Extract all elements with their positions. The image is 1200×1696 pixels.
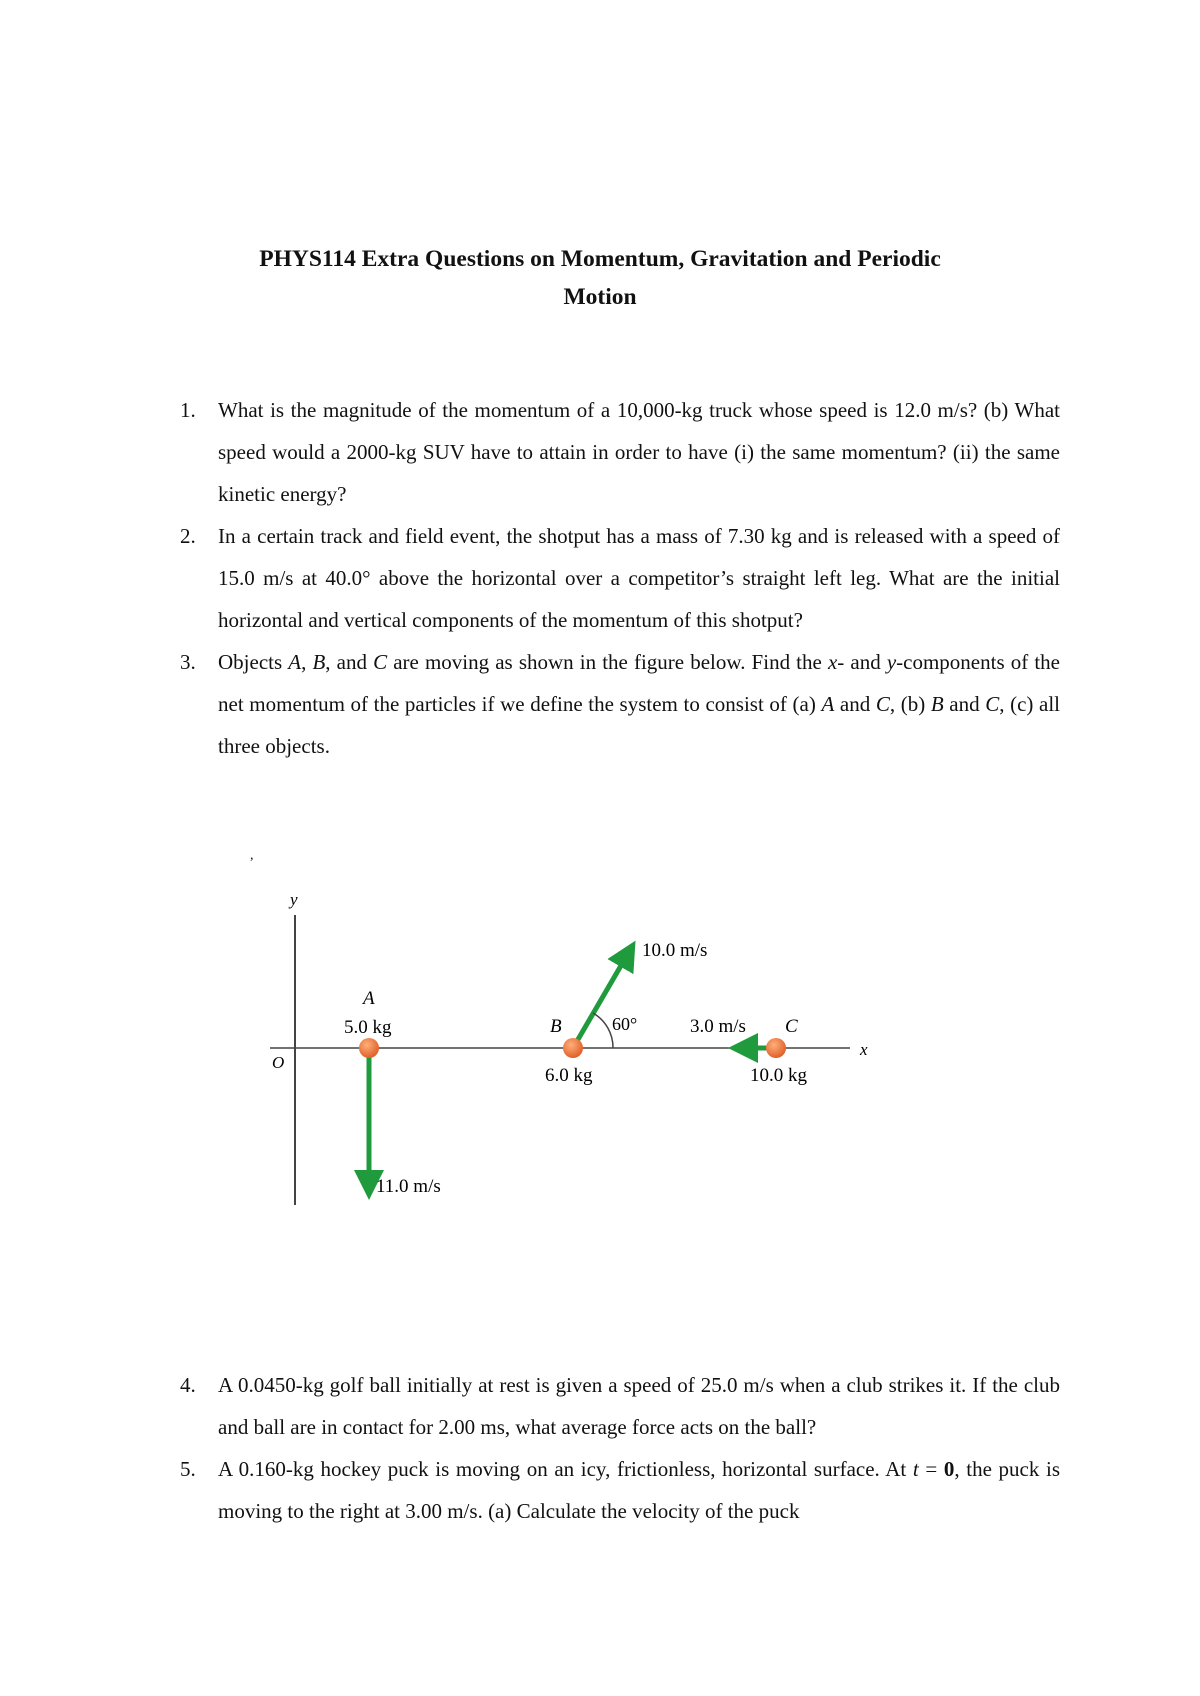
text-run: and <box>834 692 876 716</box>
x-axis-label: x <box>860 1040 868 1059</box>
text-run: -components of the net momentum of the particles if we define the system to consist of (a) <box>218 650 1060 716</box>
speed-c: 3.0 m/s <box>690 1016 746 1037</box>
var-c: C <box>985 692 1000 716</box>
speed-a: 11.0 m/s <box>376 1176 441 1197</box>
origin-label: O <box>272 1053 285 1072</box>
mass-a: 5.0 kg <box>344 1017 392 1038</box>
angle-b: 60° <box>612 1014 638 1034</box>
var-a: A <box>821 692 835 716</box>
text-run: , <box>301 650 313 674</box>
var-c: C <box>875 692 890 716</box>
text-run: - and <box>837 650 887 674</box>
text-run: = <box>918 1457 944 1481</box>
y-axis-label: y <box>290 890 298 909</box>
var-a: A <box>288 650 302 674</box>
label-c: C <box>785 1016 798 1037</box>
var-x: x <box>827 650 838 674</box>
var-c: C <box>373 650 388 674</box>
question-5 <box>180 1448 1060 1532</box>
title-line-1: PHYS114 Extra Questions on Momentum, Gravitation and Periodic <box>259 246 941 272</box>
var-y: y <box>886 650 897 674</box>
text-run: , and <box>325 650 374 674</box>
label-b: B <box>550 1016 562 1037</box>
ball-a <box>359 1038 379 1058</box>
question-number: 4. <box>180 1373 196 1397</box>
stray-mark: , <box>250 848 254 863</box>
ball-b <box>563 1038 583 1058</box>
text-run: are moving as shown in the figure below. Find the <box>387 650 828 674</box>
question-number: 2. <box>180 524 196 548</box>
mass-b: 6.0 kg <box>545 1065 593 1086</box>
text-run: , the puck is moving to the right at 3.00 m/s. (a) Calculate the velocity of the puck <box>218 1457 1061 1523</box>
label-a: A <box>363 988 375 1009</box>
question-4 <box>180 1364 1060 1448</box>
question-text: A 0.0450-kg golf ball initially at rest is given a speed of 25.0 m/s when a club strikes it. If the club and ball are in contact for 2.00 ms, what average force acts on the ball? <box>218 1373 1060 1439</box>
var-t: t <box>912 1457 919 1481</box>
var-b: B <box>312 650 326 674</box>
text-run: Objects <box>218 650 289 674</box>
title-line-2: Motion <box>563 284 637 310</box>
question-number: 5. <box>180 1457 196 1481</box>
speed-b: 10.0 m/s <box>642 940 708 961</box>
text-run: and <box>943 692 986 716</box>
question-number: 1. <box>180 398 196 422</box>
value-zero: 0 <box>943 1457 955 1481</box>
question-text: What is the magnitude of the momentum of a 10,000-kg truck whose speed is 12.0 m/s? (b) What speed would a 2000-kg SUV have to attain in order to have (i) the same momentum? (ii) the same kinetic energy? <box>218 398 1060 506</box>
question-list-bottom <box>180 1364 1060 1532</box>
angle-arc-b <box>593 1013 613 1048</box>
text-run: , (b) <box>889 692 931 716</box>
question-text <box>218 1448 1060 1532</box>
question-text: In a certain track and field event, the shotput has a mass of 7.30 kg and is released with a speed of 15.0 m/s at 40.0° above the horizontal over a competitor’s straight left leg. What are the initial horizontal and vertical components of the momentum of this shotput? <box>218 524 1060 632</box>
text-run: A 0.160-kg hockey puck is moving on an icy, frictionless, horizontal surface. At <box>218 1457 913 1481</box>
question-number: 3. <box>180 650 196 674</box>
var-b: B <box>930 692 944 716</box>
ball-c <box>766 1038 786 1058</box>
mass-c: 10.0 kg <box>750 1065 807 1086</box>
text-run: , (c) all three objects. <box>218 692 1060 758</box>
